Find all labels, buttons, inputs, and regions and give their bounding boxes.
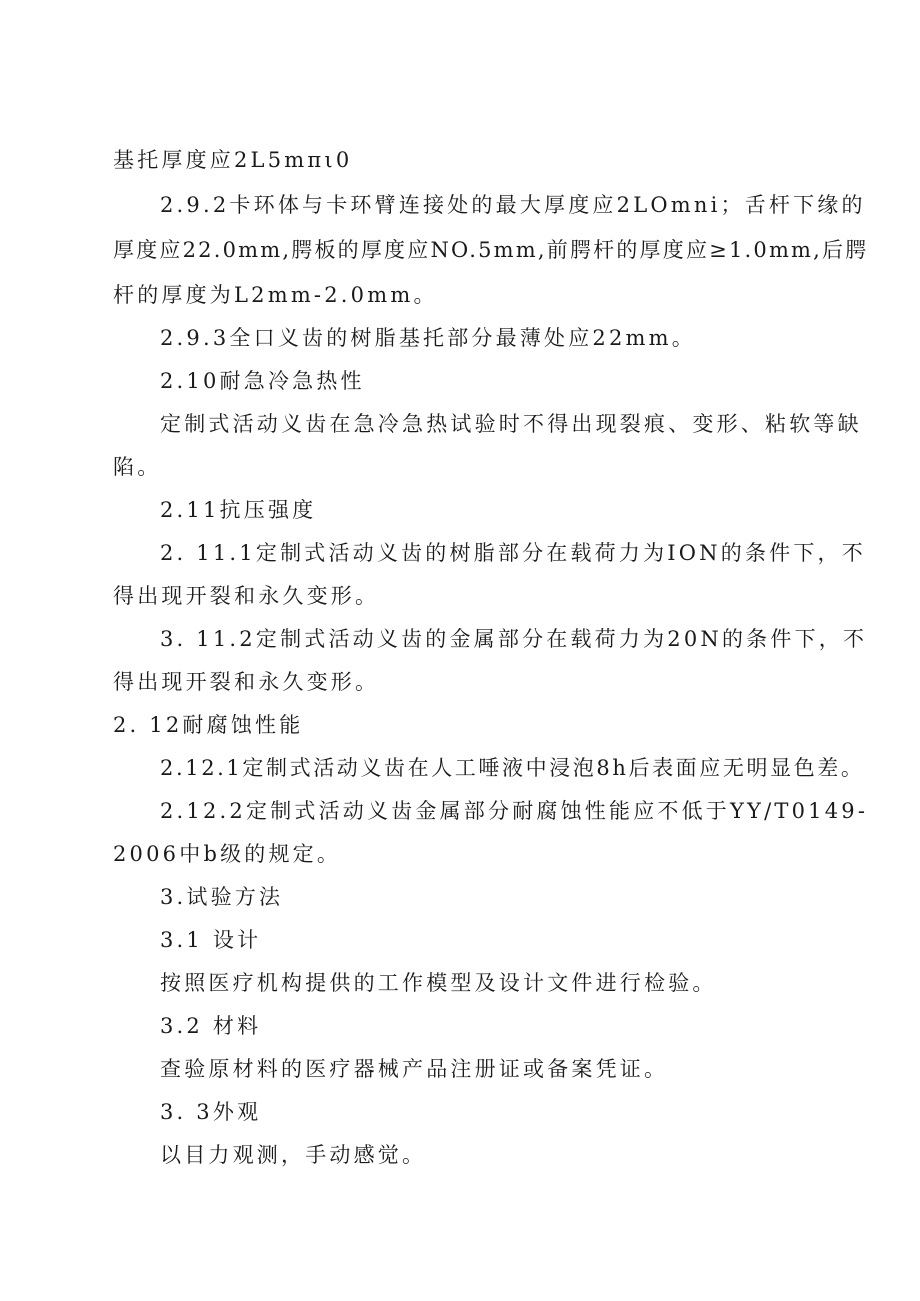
text-line: 杆的厚度为L2mm-2.0mm。 bbox=[113, 283, 438, 307]
text-line: 得出现开裂和永久变形。 bbox=[113, 584, 380, 608]
text-line: 2.9.2卡环体与卡环臂连接处的最大厚度应2LOmni；舌杆下缘的 bbox=[160, 193, 866, 217]
section-heading: 2. 12耐腐蚀性能 bbox=[113, 713, 304, 737]
text-line: 厚度应22.0mm,腭板的厚度应NO.5mm,前腭杆的厚度应≥1.0mm,后腭 bbox=[113, 238, 869, 262]
section-heading: 3.1 设计 bbox=[160, 928, 262, 952]
section-heading: 2.11抗压强度 bbox=[160, 498, 317, 522]
text-line: 2.12.2定制式活动义齿金属部分耐腐蚀性能应不低于YY/T0149- bbox=[160, 799, 869, 823]
section-heading: 3. 3外观 bbox=[160, 1100, 262, 1124]
text-line: 按照医疗机构提供的工作模型及设计文件进行检验。 bbox=[160, 971, 717, 995]
text-line: 2. 11.1定制式活动义齿的树脂部分在载荷力为ION的条件下，不 bbox=[160, 541, 866, 565]
text-line: 定制式活动义齿在急冷急热试验时不得出现裂痕、变形、粘软等缺 bbox=[160, 412, 862, 436]
section-heading: 3.2 材料 bbox=[160, 1014, 262, 1038]
text-line: 以目力观测，手动感觉。 bbox=[160, 1143, 427, 1167]
text-line: 2.9.3全口义齿的树脂基托部分最薄处应22mm。 bbox=[160, 326, 696, 350]
text-line: 2.12.1定制式活动义齿在人工唾液中浸泡8h后表面应无明显色差。 bbox=[160, 756, 865, 780]
section-heading: 2.10耐急冷急热性 bbox=[160, 369, 365, 393]
text-line: 3. 11.2定制式活动义齿的金属部分在载荷力为20N的条件下，不 bbox=[160, 627, 868, 651]
text-line: 查验原材料的医疗器械产品注册证或备案凭证。 bbox=[160, 1057, 669, 1081]
text-line: 2006中b级的规定。 bbox=[113, 842, 342, 866]
text-line: 得出现开裂和永久变形。 bbox=[113, 670, 380, 694]
section-heading: 3.试验方法 bbox=[160, 885, 284, 909]
text-line: 陷。 bbox=[113, 455, 162, 479]
text-line: 基托厚度应2L5mπι0 bbox=[113, 148, 353, 172]
